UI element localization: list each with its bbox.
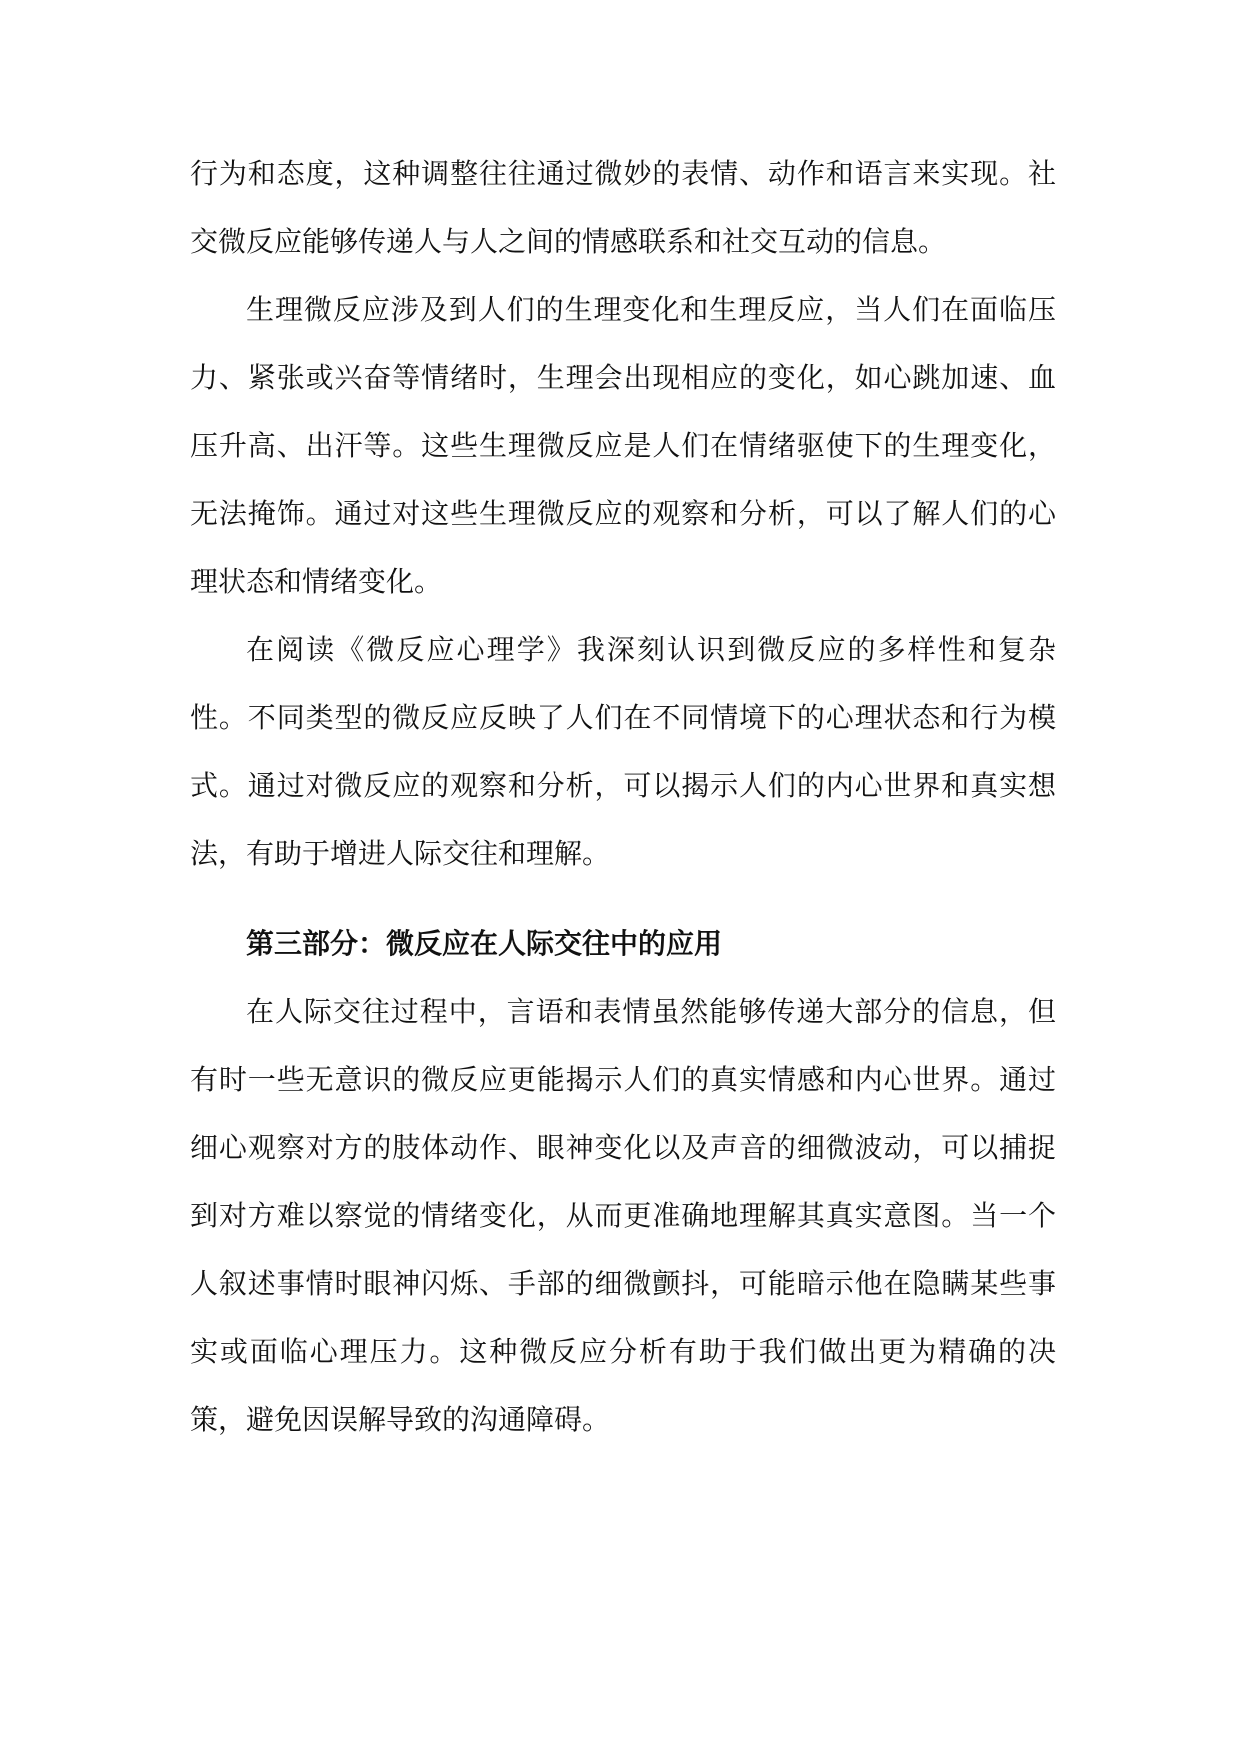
paragraph-reading-reflection: 在阅读《微反应心理学》我深刻认识到微反应的多样性和复杂性。不同类型的微反应反映了人们在不同情境下的心理状态和行为模式。通过对微反应的观察和分析，可以揭示人们的内心世界和真实想法，有助于增进人际交往和理解。 [190, 633, 1056, 870]
document-page [190, 140, 1056, 1454]
paragraph-interpersonal: 在人际交往过程中，言语和表情虽然能够传递大部分的信息，但有时一些无意识的微反应更能揭示人们的真实情感和内心世界。通过细心观察对方的肢体动作、眼神变化以及声音的细微波动，可以捕捉到对方难以察觉的情绪变化，从而更准确地理解其真实意图。当一个人叙述事情时眼神闪烁、手部的细微颤抖，可能暗示他在隐瞒某些事实或面临心理压力。这种微反应分析有助于我们做出更为精确的决策，避免因误解导致的沟通障碍。 [190, 995, 1056, 1436]
section-heading: 第三部分：微反应在人际交往中的应用 [246, 927, 723, 960]
paragraph-continuation: 行为和态度，这种调整往往通过微妙的表情、动作和语言来实现。社交微反应能够传递人与人之间的情感联系和社交互动的信息。 [190, 157, 1056, 258]
paragraph-physiological: 生理微反应涉及到人们的生理变化和生理反应，当人们在面临压力、紧张或兴奋等情绪时，生理会出现相应的变化，如心跳加速、血压升高、出汗等。这些生理微反应是人们在情绪驱使下的生理变化，无法掩饰。通过对这些生理微反应的观察和分析，可以了解人们的心理状态和情绪变化。 [190, 293, 1056, 598]
